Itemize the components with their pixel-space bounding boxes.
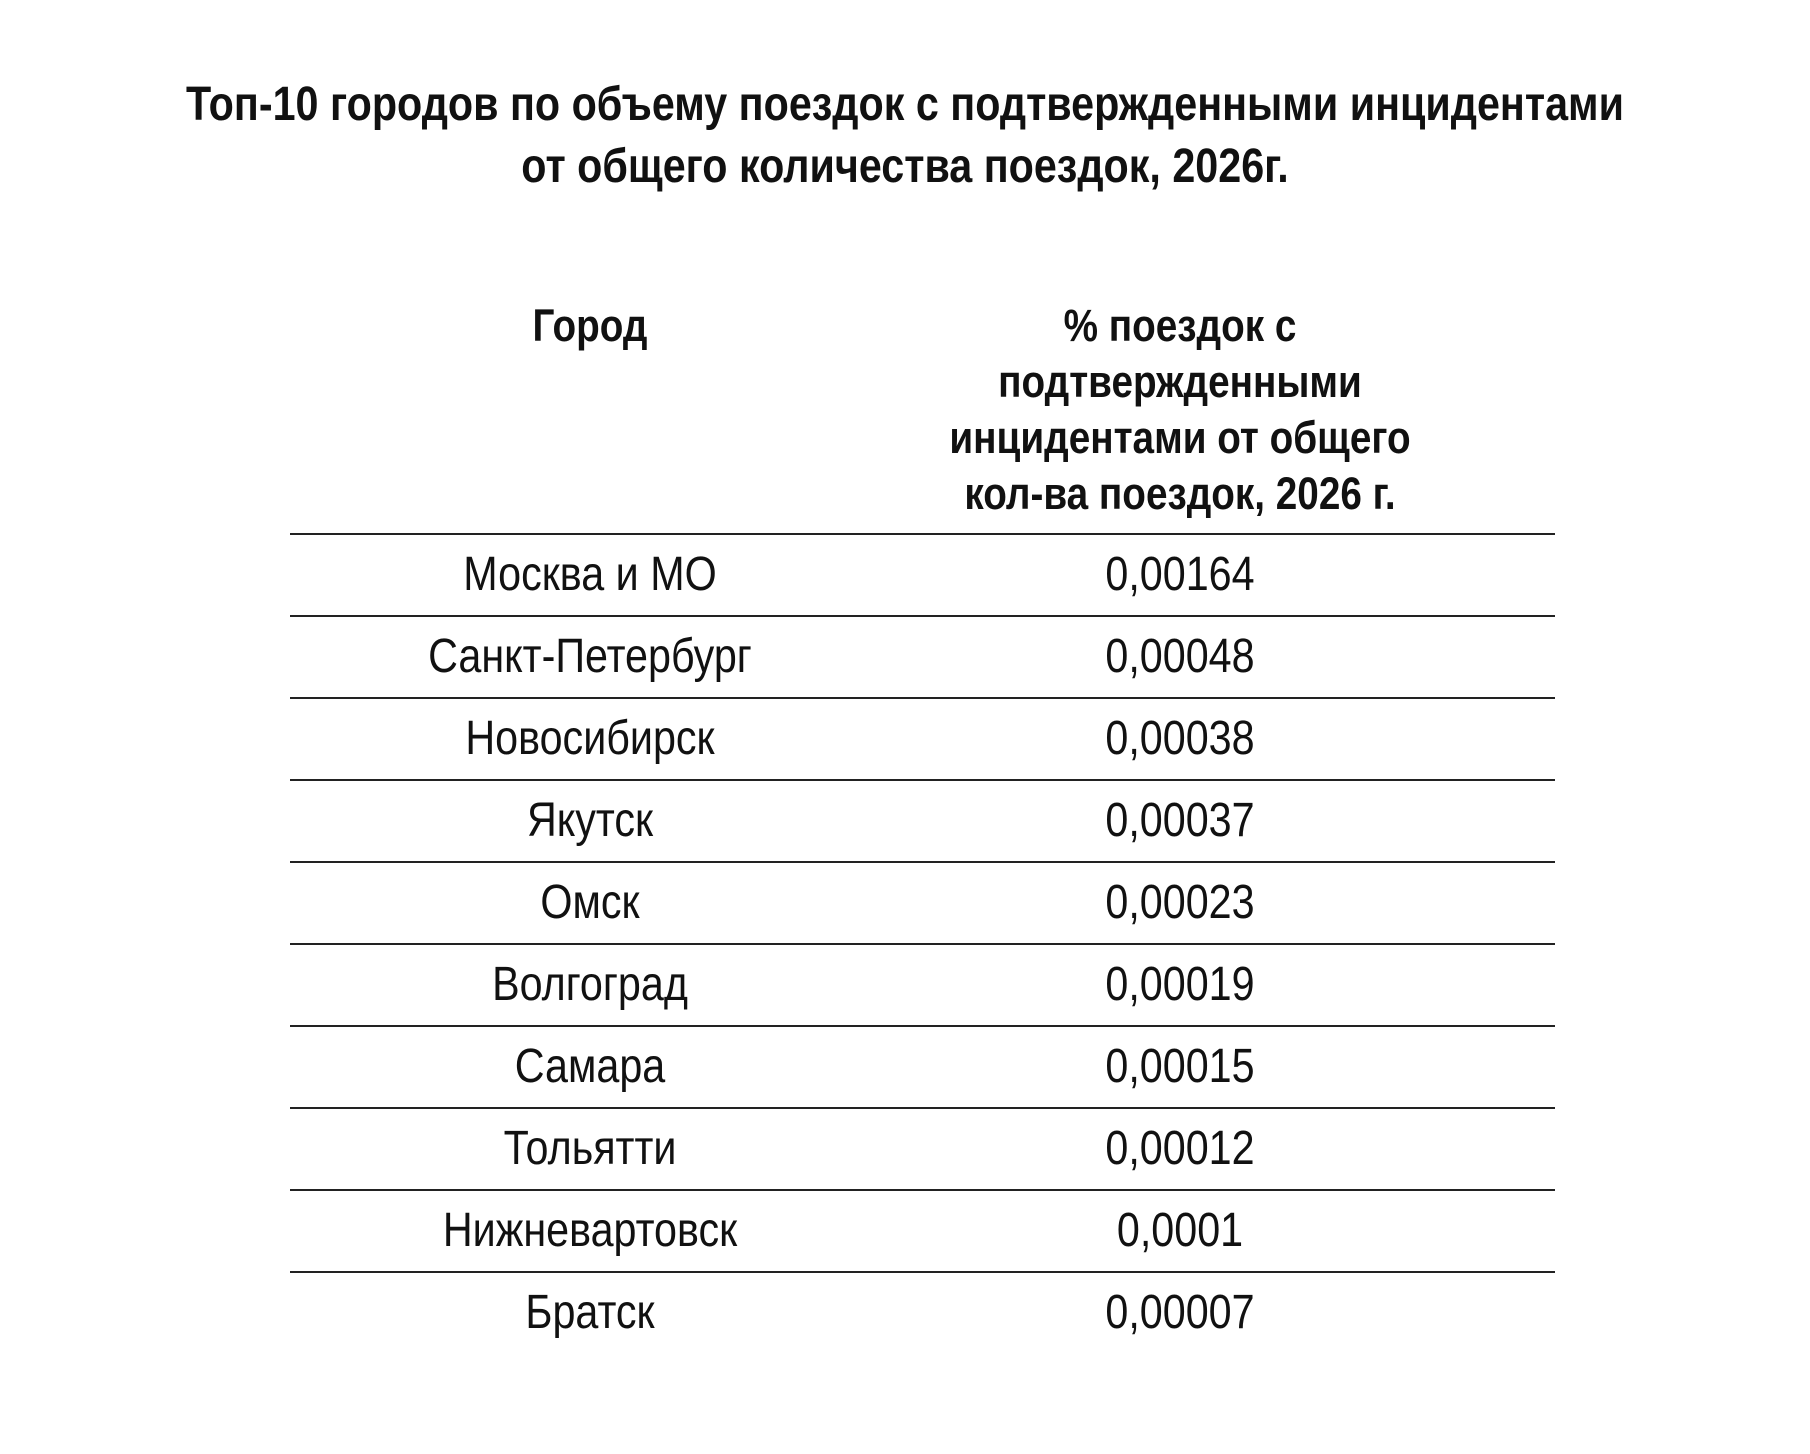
value-cell: 0,00015	[1105, 1040, 1255, 1093]
city-cell: Нижневартовск	[442, 1204, 738, 1257]
city-cell: Омск	[540, 876, 640, 929]
table-row	[290, 1191, 1555, 1273]
column-header-city: Город	[532, 300, 648, 351]
table-row	[290, 535, 1555, 617]
city-cell: Волгоград	[492, 958, 688, 1011]
value-cell: 0,00007	[1105, 1286, 1255, 1339]
city-cell: Самара	[514, 1040, 666, 1093]
column-header-value	[879, 298, 1481, 522]
city-cell: Москва и МО	[463, 548, 717, 601]
column-header-value-line-2: подтвержденными	[998, 356, 1362, 407]
table-row	[290, 863, 1555, 945]
table-row	[290, 781, 1555, 863]
table-row	[290, 1109, 1555, 1191]
value-cell: 0,00048	[1105, 630, 1255, 683]
table-row	[290, 1027, 1555, 1109]
data-table	[290, 290, 1555, 1353]
city-cell: Братск	[525, 1286, 655, 1339]
chart-title-line-2: от общего количества поездок, 2026г.	[521, 140, 1289, 193]
column-header-value-line-4: кол-ва поездок, 2026 г.	[964, 468, 1396, 519]
value-cell: 0,00023	[1105, 876, 1255, 929]
column-header-value-line-3: инцидентами от общего	[949, 412, 1411, 463]
table-row	[290, 945, 1555, 1027]
value-cell: 0,00037	[1105, 794, 1255, 847]
value-cell: 0,00012	[1105, 1122, 1255, 1175]
table-row	[290, 699, 1555, 781]
value-cell: 0,0001	[1116, 1204, 1244, 1257]
chart-title	[127, 74, 1684, 198]
city-cell: Новосибирск	[465, 712, 715, 765]
city-cell: Тольятти	[503, 1122, 677, 1175]
value-cell: 0,00019	[1105, 958, 1255, 1011]
city-cell: Якутск	[526, 794, 654, 847]
value-cell: 0,00164	[1105, 548, 1255, 601]
chart-title-line-1: Топ-10 городов по объему поездок с подтвержденными инцидентами	[186, 78, 1624, 131]
table-row	[290, 617, 1555, 699]
table-row	[290, 1273, 1555, 1353]
table-header	[290, 290, 1555, 535]
value-cell: 0,00038	[1105, 712, 1255, 765]
city-cell: Санкт-Петербург	[428, 630, 752, 683]
column-header-value-line-1: % поездок с	[1063, 300, 1297, 351]
